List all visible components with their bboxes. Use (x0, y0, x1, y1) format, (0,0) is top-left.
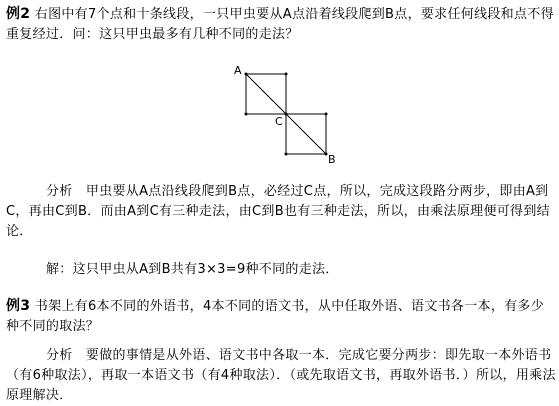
example3-analysis-text: 分析 要做的事情是从外语、语文书中各取一本．完成它要分两步：即先取一本外语书（有6种取法），再取一本语文书（有4种取法）．（或先取语文书，再取外语书．）所以，用乘法原理解决． (6, 348, 556, 403)
point-a (245, 73, 248, 76)
point-c (285, 113, 288, 116)
path-diagram (228, 64, 348, 164)
example2-solution-text: 解：这只甲虫从A到B共有3×3=9种不同的走法． (46, 262, 339, 277)
example2-analysis-text: 分析 甲虫要从A点沿线段爬到B点，必经过C点，所以，完成这段路分两步，即由A到C，再由C到B．而由A到C有三种走法，由C到B也有三种走法，所以，由乘法原理便可得到结论． (6, 184, 550, 239)
example2-solution (6, 260, 556, 280)
example2-analysis (6, 182, 556, 242)
point-middle-left (245, 113, 248, 116)
label-a: A (234, 64, 242, 77)
example2-question-text: 右图中有7个点和十条线段，一只甲虫要从A点沿着线段爬到B点，要求任何线段和点不得重复经过．问：这只甲虫最多有几种不同的走法？ (6, 7, 554, 42)
example3-label: 例3 (6, 298, 31, 314)
point-middle-right (325, 113, 328, 116)
label-b: B (328, 153, 336, 164)
label-c: C (275, 115, 283, 128)
example3-question (6, 296, 556, 337)
example2-label: 例2 (6, 6, 31, 22)
point-top-right (285, 73, 288, 76)
example3-question-text: 书架上有6本不同的外语书，4本不同的语文书，从中任取外语、语文书各一本，有多少种不同的取法？ (6, 299, 545, 334)
example2-question (6, 4, 556, 45)
example3-analysis (6, 346, 556, 406)
point-bottom-left (285, 153, 288, 156)
